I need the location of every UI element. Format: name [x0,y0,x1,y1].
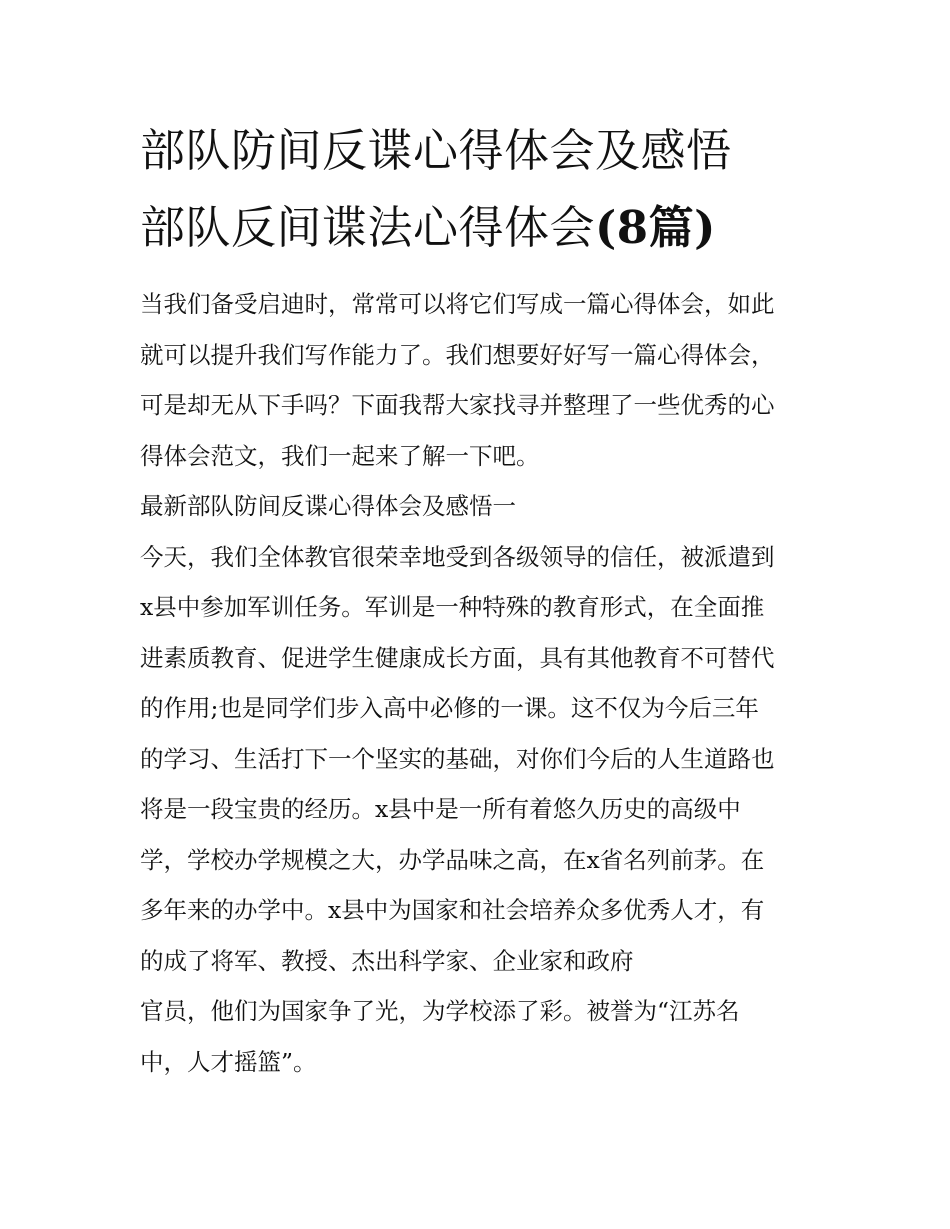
section-line: 今天，我们全体教官很荣幸地受到各级领导的信任，被派遣到 [140,542,775,571]
intro-line: 就可以提升我们写作能力了。我们想要好好写一篇心得体会， [140,340,775,369]
section-line: 学，学校办学规模之大，办学品味之高，在x省名列前茅。在 [140,845,765,874]
section-line: 官员，他们为国家争了光，为学校添了彩。被誉为“江苏名 [140,997,740,1025]
intro-line: 可是却无从下手吗？下面我帮大家找寻并整理了一些优秀的心 [140,391,775,419]
section-line: 的学习、生活打下一个坚实的基础，对你们今后的人生道路也 [140,744,775,773]
section-line: 的作用;也是同学们步入高中必修的一课。这不仅为今后三年 [140,694,759,722]
section-line: 中，人才摇篮”。 [140,1047,317,1076]
section-line: 多年来的办学中。x县中为国家和社会培养众多优秀人才，有 [140,896,765,924]
section-line: 将是一段宝贵的经历。x县中是一所有着悠久历史的高级中 [140,795,741,823]
section-line: 进素质教育、促进学生健康成长方面，具有其他教育不可替代 [140,643,775,672]
intro-line: 得体会范文，我们一起来了解一下吧。 [140,441,540,470]
section-heading: 最新部队防间反谍心得体会及感悟一 [140,492,516,520]
section-line: x县中参加军训任务。军训是一种特殊的教育形式，在全面推 [140,593,765,621]
intro-line: 当我们备受启迪时，常常可以将它们写成一篇心得体会，如此 [140,290,775,318]
title-count: (8篇) [595,201,716,254]
document-body [140,279,820,1087]
title-line-2-text: 部队反间谍法心得体会 [140,201,596,254]
title-line-1: 部队防间反谍心得体会及感悟 [140,124,732,177]
section-line: 的成了将军、教授、杰出科学家、企业家和政府 [140,946,634,975]
title-line-2 [140,189,820,266]
document-title [140,112,820,266]
